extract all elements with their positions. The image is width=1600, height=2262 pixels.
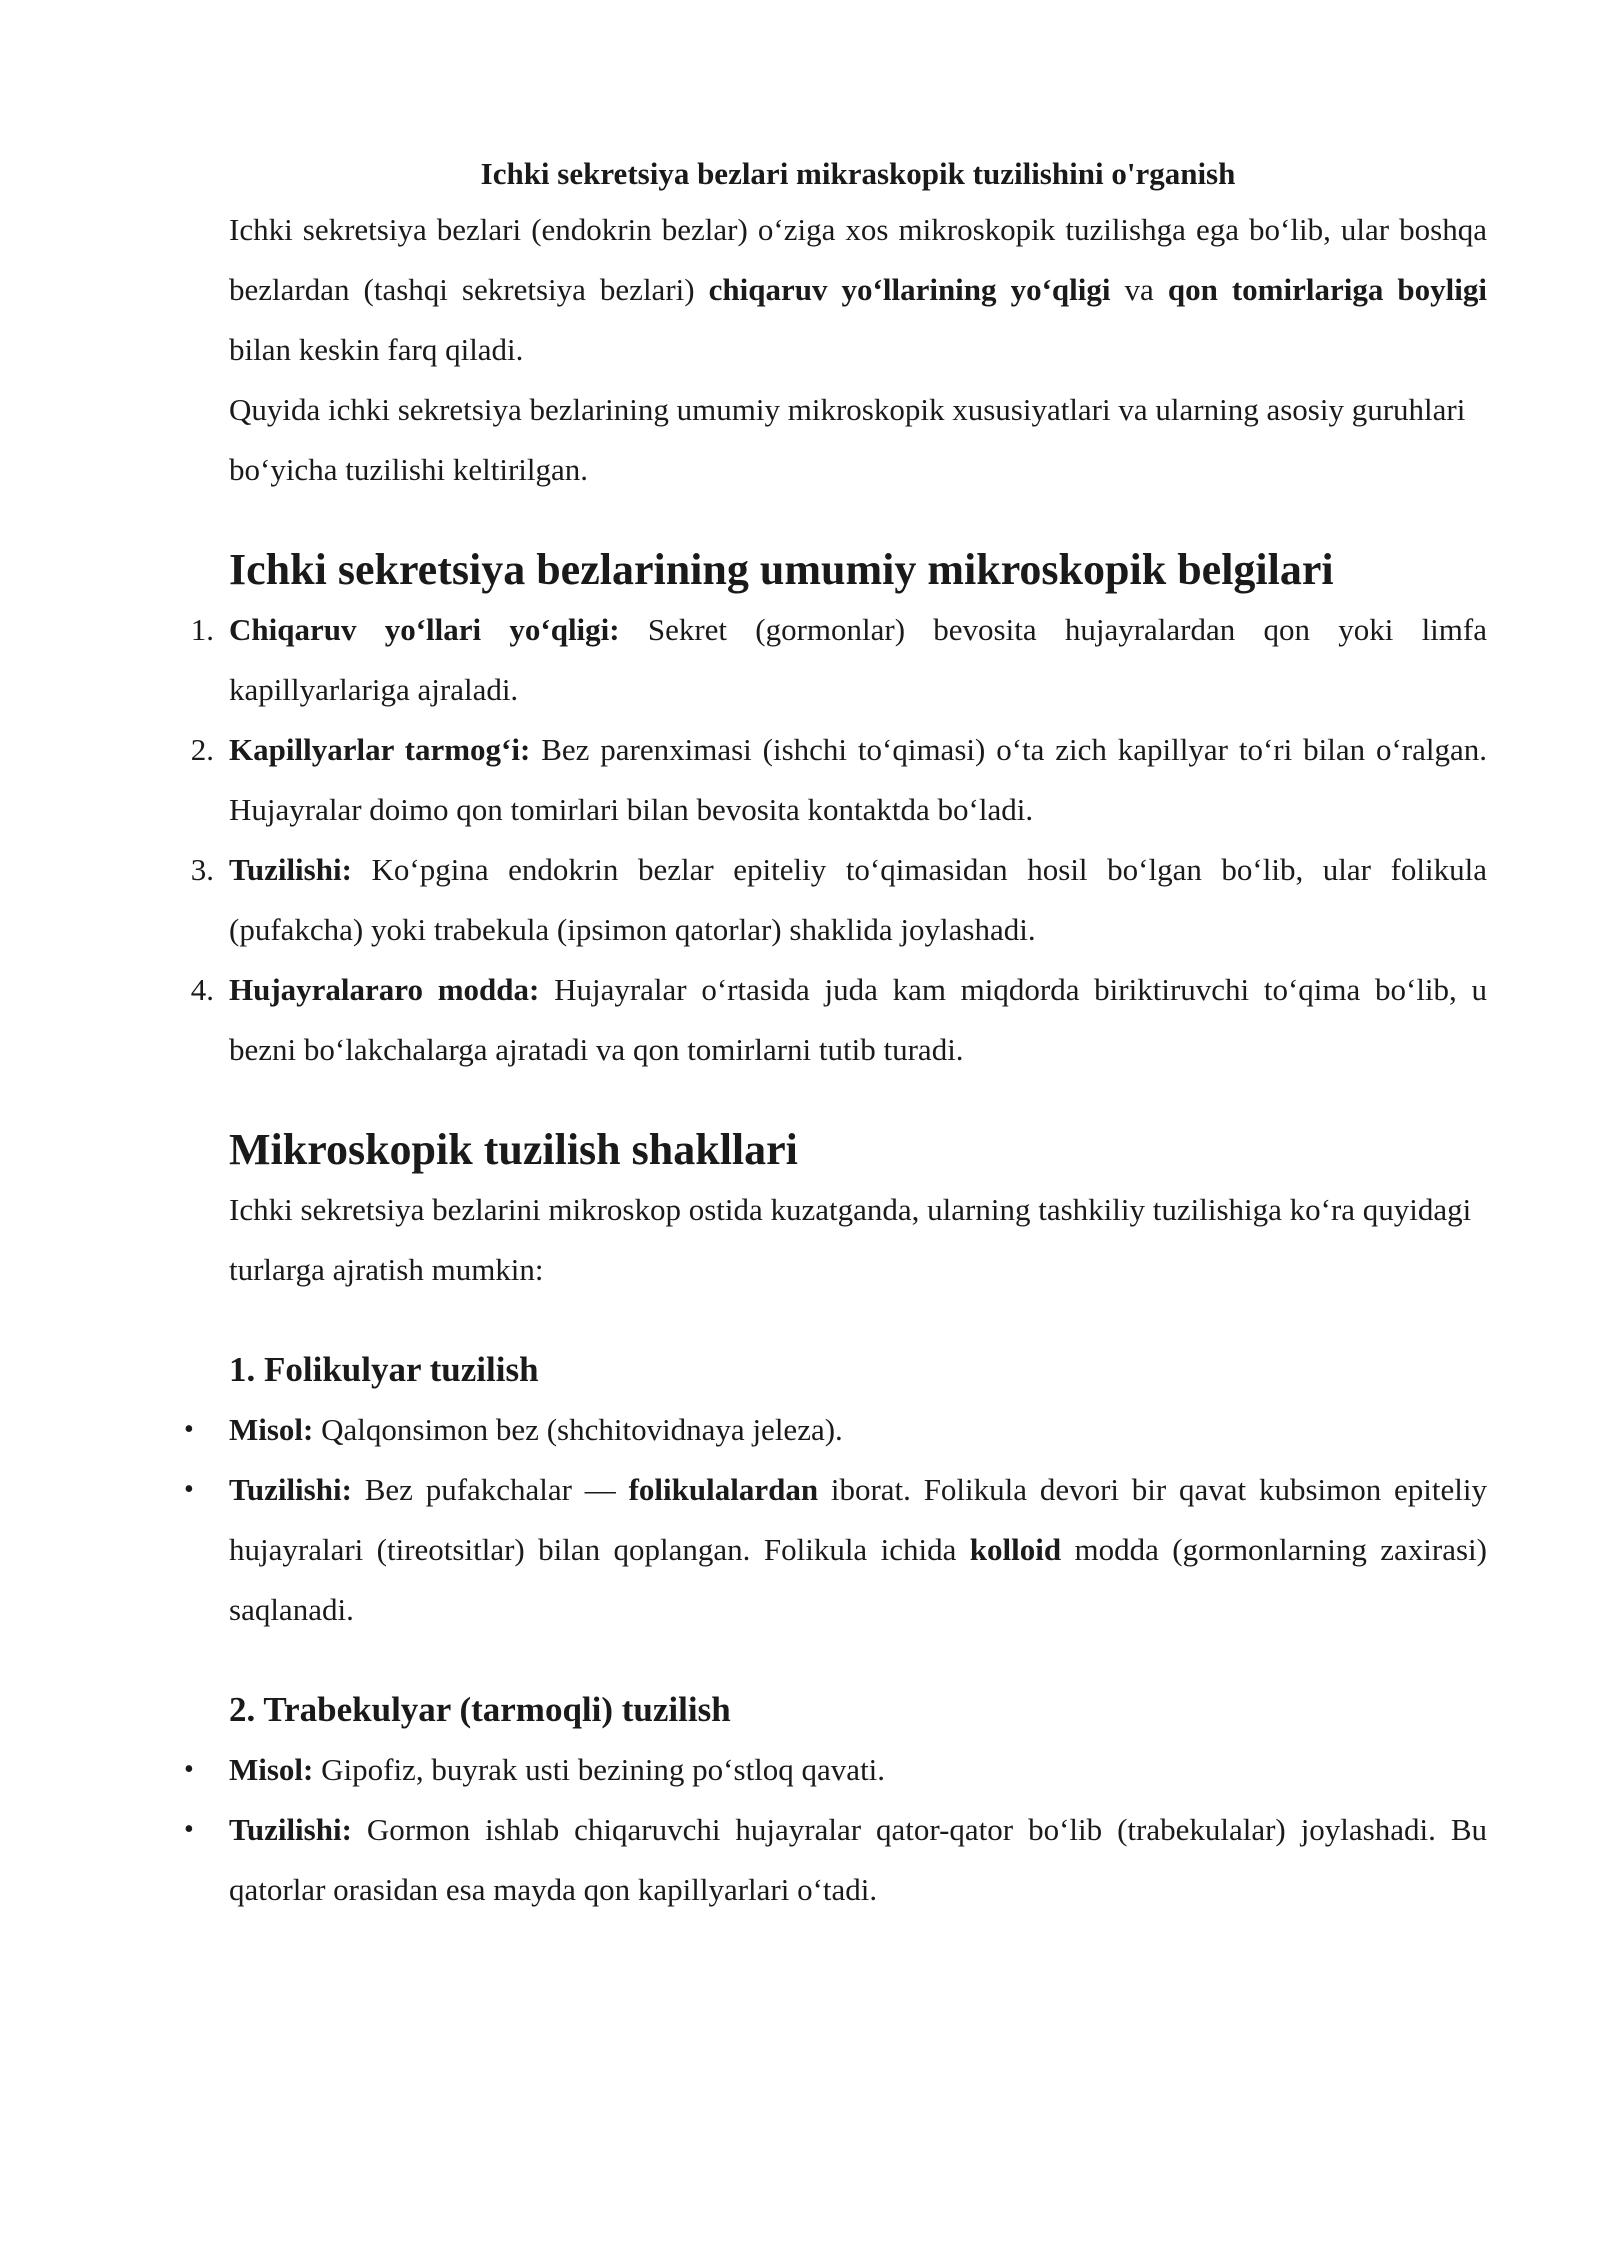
- bullet-icon: •: [184, 1414, 194, 1445]
- bullet-bold: folikulalardan: [628, 1472, 819, 1507]
- bullet-icon: •: [184, 1474, 194, 1505]
- bullet-label: Misol:: [229, 1412, 314, 1447]
- intro-text: va: [1110, 272, 1168, 307]
- list-term: Chiqaruv yo‘llari yo‘qligi:: [229, 612, 620, 647]
- document-content: [184, 148, 1488, 1920]
- section-2-intro: Ichki sekretsiya bezlarini mikroskop ostida kuzatganda, ularning tashkiliy tuzilishiga ko‘ra quyidagi turlarga ajratish mumkin:: [229, 1192, 1472, 1287]
- document-title: Ichki sekretsiya bezlari mikraskopik tuzilishini o'rganish: [480, 156, 1236, 191]
- bullet-text: modda (gormonlarning zaxirasi) saqlanadi.: [229, 1532, 1487, 1627]
- bullet-item: [184, 1800, 1487, 1920]
- list-number: 4.: [190, 972, 214, 1007]
- bullet-icon: •: [184, 1754, 194, 1785]
- list-text: Ko‘pgina endokrin bezlar epiteliy to‘qimasidan hosil bo‘lgan bo‘lib, ular folikula (pufakcha) yoki trabekula (ipsimon qatorlar) shaklida joylashadi.: [229, 852, 1487, 947]
- list-number: 1.: [190, 612, 214, 647]
- bullet-icon: •: [184, 1814, 194, 1845]
- bullet-item: [184, 1400, 1487, 1460]
- list-term: Tuzilishi:: [229, 852, 352, 887]
- intro-paragraph-2: Quyida ichki sekretsiya bezlarining umumiy mikroskopik xususiyatlari va ularning asosiy guruhlari bo‘yicha tuzilishi keltirilgan.: [229, 392, 1466, 487]
- bullet-label: Tuzilishi:: [229, 1472, 352, 1507]
- list-item: [190, 720, 1487, 840]
- list-term: Hujayralararo modda:: [229, 972, 540, 1007]
- section-heading-general-features: Ichki sekretsiya bezlarining umumiy mikroskopik belgilari: [229, 545, 1334, 594]
- bullet-label: Misol:: [229, 1752, 314, 1787]
- list-number: 3.: [190, 852, 214, 887]
- list-item: [190, 840, 1487, 960]
- bullet-list-trabecular: [184, 1740, 1487, 1920]
- list-item: [190, 600, 1487, 720]
- intro-bold-1: chiqaruv yo‘llarining yo‘qligi: [708, 272, 1111, 307]
- list-text: Bez parenximasi (ishchi to‘qimasi) o‘ta zich kapillyar to‘ri bilan o‘ralgan. Hujayralar doimo qon tomirlari bilan bevosita kontaktda bo‘ladi.: [229, 732, 1487, 827]
- list-text: Hujayralar o‘rtasida juda kam miqdorda biriktiruvchi to‘qima bo‘lib, u bezni bo‘lakchalarga ajratadi va qon tomirlarni tutib turadi.: [229, 972, 1488, 1067]
- bullet-bold: kolloid: [969, 1532, 1062, 1567]
- intro-text: Ichki sekretsiya bezlari (endokrin bezlar) o‘ziga xos mikroskopik tuzilishga ega bo‘lib, ular boshqa bezlardan (tashqi sekretsiya bezlari): [229, 212, 1487, 307]
- bullet-item: [184, 1740, 1487, 1800]
- intro-text: bilan keskin farq qiladi.: [229, 332, 524, 367]
- subheading-trabecular: 2. Trabekulyar (tarmoqli) tuzilish: [229, 1690, 731, 1729]
- list-term: Kapillyarlar tarmog‘i:: [229, 732, 531, 767]
- list-item: [190, 960, 1488, 1080]
- bullet-text: Gormon ishlab chiqaruvchi hujayralar qator-qator bo‘lib (trabekulalar) joylashadi. Bu qatorlar orasidan esa mayda qon kapillyarlari o‘tadi.: [229, 1812, 1487, 1907]
- bullet-text: Bez pufakchalar —: [351, 1472, 629, 1507]
- bullet-text: iborat. Folikula devori bir qavat kubsimon epiteliy hujayralari (tireotsitlar) bilan qoplangan. Folikula ichida: [229, 1472, 1487, 1567]
- numbered-list: [190, 600, 1488, 1080]
- section-heading-microscopic-forms: Mikroskopik tuzilish shakllari: [229, 1125, 798, 1174]
- bullet-text: Qalqonsimon bez (shchitovidnaya jeleza).: [313, 1412, 843, 1447]
- bullet-label: Tuzilishi:: [229, 1812, 352, 1847]
- intro-paragraph-1: [229, 200, 1487, 380]
- list-text: Sekret (gormonlar) bevosita hujayralardan qon yoki limfa kapillyarlariga ajraladi.: [229, 612, 1487, 707]
- subheading-follicular: 1. Folikulyar tuzilish: [229, 1350, 539, 1389]
- intro-bold-2: qon tomirlariga boyligi: [1167, 272, 1487, 307]
- list-number: 2.: [190, 732, 214, 767]
- bullet-item: [184, 1460, 1487, 1640]
- bullet-text: Gipofiz, buyrak usti bezining po‘stloq qavati.: [313, 1752, 886, 1787]
- bullet-list-follicular: [184, 1400, 1487, 1640]
